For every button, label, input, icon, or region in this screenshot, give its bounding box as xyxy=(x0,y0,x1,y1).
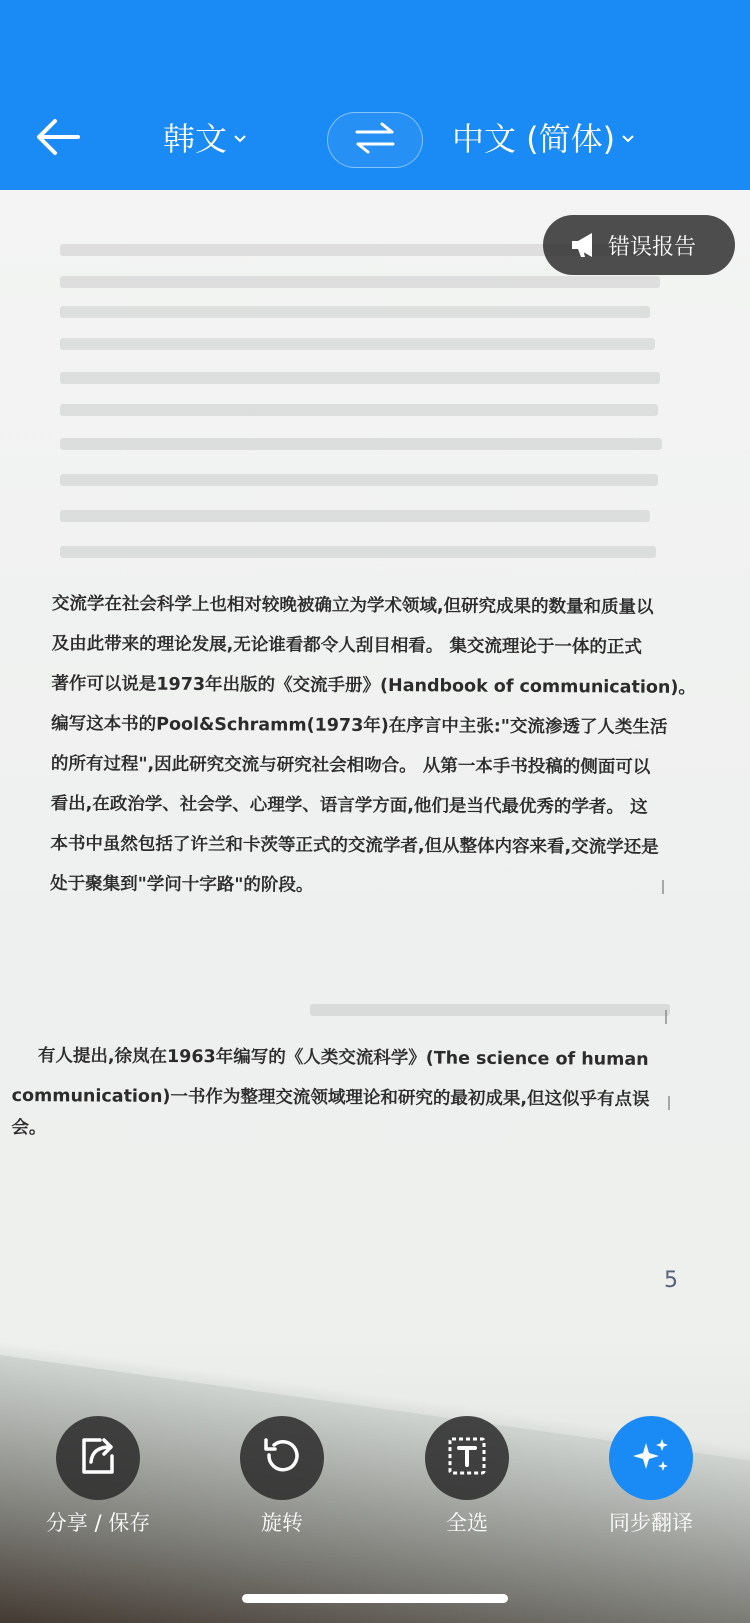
bleed-through-line xyxy=(310,1004,670,1016)
scan-mark xyxy=(662,880,664,894)
bleed-through-line xyxy=(60,306,650,318)
text-line: 看出,在政治学、社会学、心理学、语言学方面,他们是当代最优秀的学者。 这 xyxy=(50,793,648,818)
text-line: 交流学在社会科学上也相对较晚被确立为学术领域,但研究成果的数量和质量以 xyxy=(51,593,654,618)
bleed-through-line xyxy=(60,338,655,350)
rotate-icon xyxy=(260,1434,304,1482)
rotate-circle xyxy=(240,1416,324,1500)
text-line: 的所有过程",因此研究交流与研究社会相吻合。 从第一本手书投稿的侧面可以 xyxy=(50,753,651,778)
translated-paragraph-1[interactable] xyxy=(50,584,696,908)
document-photo xyxy=(0,190,750,1623)
sync-translate-label: 同步翻译 xyxy=(609,1511,693,1535)
bleed-through-line xyxy=(60,438,662,450)
swap-languages-button[interactable] xyxy=(327,112,423,168)
select-all-label: 全选 xyxy=(446,1511,488,1535)
megaphone-icon xyxy=(570,231,600,259)
arrow-left-icon xyxy=(34,117,80,161)
bleed-through-line xyxy=(60,276,660,288)
text-line: 会。 xyxy=(11,1117,47,1139)
top-bar xyxy=(0,0,750,190)
home-indicator[interactable] xyxy=(242,1594,508,1603)
error-report-button[interactable] xyxy=(543,215,735,275)
scan-mark xyxy=(665,1010,667,1024)
sparkle-icon xyxy=(629,1434,673,1482)
source-language-select[interactable] xyxy=(163,116,247,162)
error-report-label: 错误报告 xyxy=(608,234,697,260)
target-language-select[interactable] xyxy=(452,116,635,162)
translated-paragraph-2[interactable] xyxy=(11,1036,650,1152)
bleed-through-line xyxy=(60,546,656,558)
share-save-circle xyxy=(56,1416,140,1500)
bleed-through-line xyxy=(60,510,650,522)
select-all-circle xyxy=(425,1416,509,1500)
text-line: 有人提出,徐岚在1963年编写的《人类交流科学》(The science of human xyxy=(37,1046,649,1070)
chevron-down-icon xyxy=(233,134,247,144)
source-language-label: 韩文 xyxy=(163,120,228,158)
share-save-button[interactable] xyxy=(18,1416,178,1538)
swap-arrows-icon xyxy=(354,121,396,159)
text-line: 处于聚集到"学问十字路"的阶段。 xyxy=(50,873,314,896)
scan-mark xyxy=(668,1096,670,1110)
text-line: communication)一书作为整理交流领域理论和研究的最初成果,但这似乎有点误 xyxy=(11,1085,650,1110)
select-text-icon xyxy=(445,1434,489,1482)
sync-translate-button[interactable] xyxy=(571,1416,731,1538)
bleed-through-line xyxy=(60,474,658,486)
select-all-button[interactable] xyxy=(387,1416,547,1538)
chevron-down-icon xyxy=(621,134,635,144)
rotate-label: 旋转 xyxy=(261,1511,303,1535)
text-line: 编写这本书的Pool&Schramm(1973年)在序言中主张:"交流渗透了人类生活 xyxy=(51,713,668,738)
share-save-label: 分享 / 保存 xyxy=(45,1511,151,1535)
bleed-through-line xyxy=(60,372,660,384)
page-number: 5 xyxy=(664,1268,678,1293)
rotate-button[interactable] xyxy=(202,1416,362,1538)
bleed-through-line xyxy=(60,404,658,416)
share-icon xyxy=(76,1434,120,1482)
back-button[interactable] xyxy=(30,112,84,166)
text-line: 著作可以说是1973年出版的《交流手册》(Handbook of communication)。 xyxy=(51,673,696,698)
text-line: 及由此带来的理论发展,无论谁看都令人刮目相看。 集交流理论于一体的正式 xyxy=(51,633,642,658)
sync-translate-circle xyxy=(609,1416,693,1500)
text-line: 本书中虽然包括了许兰和卡茨等正式的交流学者,但从整体内容来看,交流学还是 xyxy=(50,833,659,858)
target-language-label: 中文 (简体) xyxy=(452,120,616,158)
